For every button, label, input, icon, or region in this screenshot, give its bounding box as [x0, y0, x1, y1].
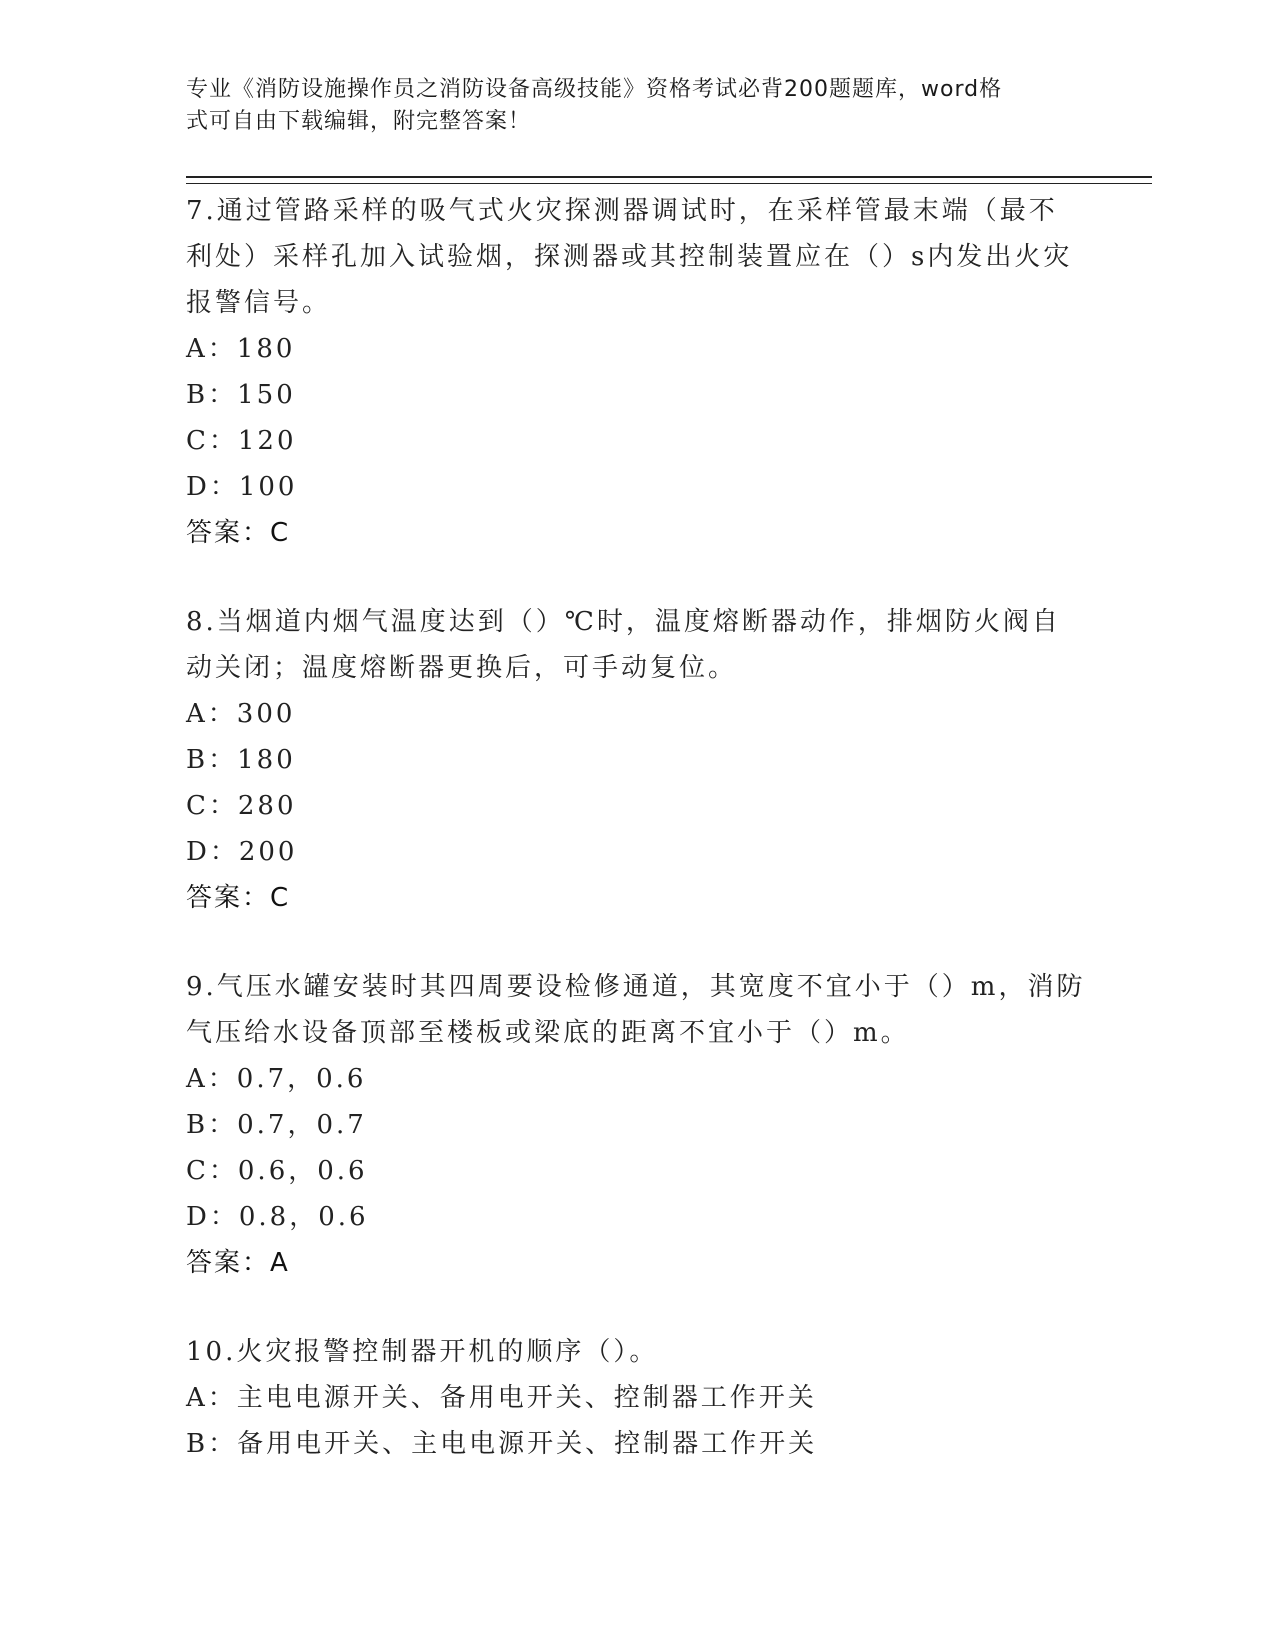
header-divider-thick: [186, 176, 1152, 178]
option-c: C：0.6，0.6: [186, 1156, 368, 1186]
header-line-1: 专业《消防设施操作员之消防设备高级技能》资格考试必背200题题库，word格: [186, 77, 1003, 102]
question-spacer: [186, 1286, 1086, 1329]
question-stem-line: 8.当烟道内烟气温度达到（）℃时，温度熔断器动作，排烟防火阀自: [186, 607, 1061, 637]
document-header: [186, 74, 1086, 138]
answer-line: 答案：A: [186, 1248, 290, 1278]
answer-line: 答案：C: [186, 518, 291, 548]
question-9: [186, 964, 1086, 1286]
header-divider-thin: [186, 183, 1152, 184]
question-spacer: [186, 556, 1086, 599]
option-b: B：0.7，0.7: [186, 1110, 367, 1140]
question-list: [186, 188, 1086, 1467]
question-stem-line: 利处）采样孔加入试验烟，探测器或其控制装置应在（）s内发出火灾: [186, 242, 1073, 272]
option-d: D：100: [186, 472, 298, 502]
question-7: [186, 188, 1086, 556]
option-a: A：180: [186, 334, 296, 364]
option-a: A：0.7，0.6: [186, 1064, 367, 1094]
question-stem-line: 10.火灾报警控制器开机的顺序（）。: [186, 1337, 659, 1367]
question-spacer: [186, 921, 1086, 964]
option-b: B：180: [186, 745, 296, 775]
option-b: B：150: [186, 380, 296, 410]
question-10: [186, 1329, 1086, 1467]
option-a: A：300: [186, 699, 296, 729]
option-c: C：280: [186, 791, 297, 821]
question-stem-line: 气压给水设备顶部至楼板或梁底的距离不宜小于（）m。: [186, 1018, 910, 1048]
answer-line: 答案：C: [186, 883, 291, 913]
question-stem-line: 动关闭；温度熔断器更换后，可手动复位。: [186, 653, 738, 683]
question-8: [186, 599, 1086, 921]
question-stem-line: 9.气压水罐安装时其四周要设检修通道，其宽度不宜小于（）m，消防: [186, 972, 1086, 1002]
option-d: D：200: [186, 837, 298, 867]
option-b: B：备用电开关、主电电源开关、控制器工作开关: [186, 1429, 818, 1459]
option-a: A：主电电源开关、备用电开关、控制器工作开关: [186, 1383, 817, 1413]
option-c: C：120: [186, 426, 297, 456]
option-d: D：0.8，0.6: [186, 1202, 369, 1232]
question-stem-line: 7.通过管路采样的吸气式火灾探测器调试时，在采样管最末端（最不: [186, 196, 1058, 226]
question-stem-line: 报警信号。: [186, 288, 332, 318]
header-line-2: 式可自由下载编辑，附完整答案！: [186, 109, 532, 134]
